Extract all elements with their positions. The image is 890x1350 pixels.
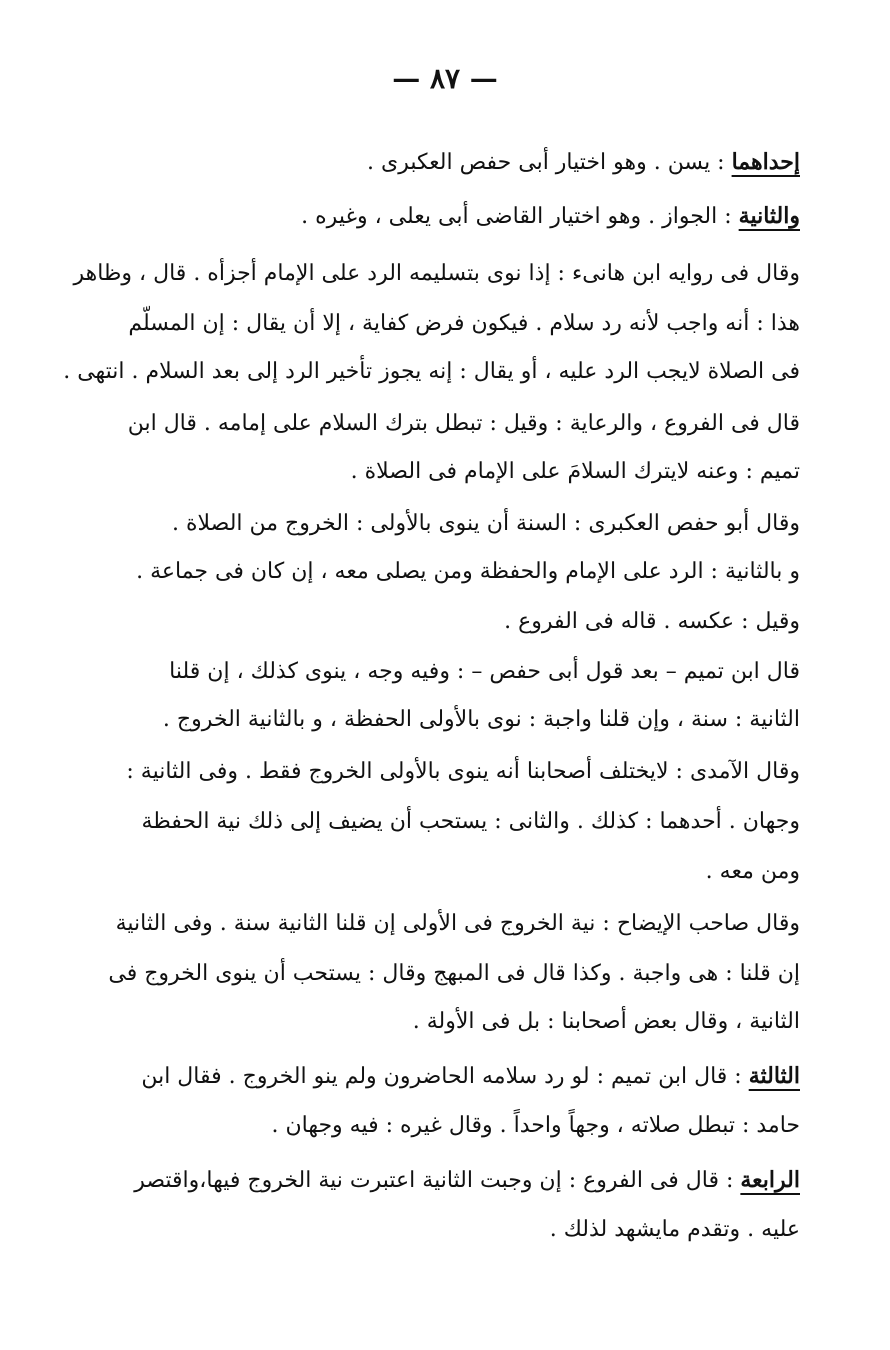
text-line: [138, 1106, 800, 1146]
text-line: [126, 752, 830, 792]
line-text: و بالثانية : الرد على الإمام والحفظة ومن يصلى معه ، إن كان فى جماعة .: [136, 559, 800, 584]
text-line: [138, 602, 830, 642]
line-text: : الجواز . وهو اختيار القاضى أبى يعلى ، وغيره .: [301, 204, 739, 229]
line-text: وقال صاحب الإيضاح : نية الخروج فى الأولى إن قلنا الثانية سنة . وفى الثانية: [115, 911, 800, 936]
text-line: [138, 652, 830, 692]
text-line: [138, 552, 800, 592]
line-text: وقال الآمدى : لايختلف أصحابنا أنه ينوى بالأولى الخروج فقط . وفى الثانية :: [126, 759, 800, 784]
line-text: قال فى الفروع ، والرعاية : وقيل : تبطل بترك السلام على إمامه . قال ابن: [127, 411, 800, 436]
line-text: وقيل : عكسه . قاله فى الفروع .: [504, 609, 800, 634]
line-text: إن قلنا : هى واجبة . وكذا قال فى المبهج وقال : يستحب أن ينوى الخروج فى: [108, 961, 800, 986]
text-line: [138, 700, 800, 740]
text-line: [138, 142, 830, 183]
text-line: [127, 404, 830, 444]
text-line: [108, 954, 800, 994]
text-line: [63, 352, 800, 392]
line-text: : قال فى الفروع : إن وجبت الثانية اعتبرت نية الخروج فيها،واقتصر: [134, 1168, 741, 1193]
line-text: عليه . وتقدم مايشهد لذلك .: [549, 1217, 800, 1242]
text-line: [138, 1210, 800, 1250]
line-text: هذا : أنه واجب لأنه رد سلام . فيكون فرض كفاية ، إلا أن يقال : إن المسلّم: [128, 311, 800, 336]
line-text: ومن معه .: [705, 859, 800, 884]
text-line: [138, 1002, 800, 1042]
text-line: [115, 904, 830, 944]
line-text: وجهان . أحدهما : كذلك . والثانى : يستحب أن يضيف إلى ذلك نية الحفظة: [141, 809, 800, 834]
line-text: وقال فى روايه ابن هانىء : إذا نوى بتسليمه الرد على الإمام أجزأه . قال ، وظاهر: [73, 261, 800, 286]
text-line: [138, 452, 800, 492]
text-line: [138, 802, 800, 842]
text-line: [134, 1160, 830, 1201]
line-lead: إحداهما: [731, 149, 800, 175]
text-line: [138, 852, 800, 892]
line-lead: الثالثة: [748, 1063, 800, 1089]
line-text: : قال ابن تميم : لو رد سلامه الحاضرون ولم ينو الخروج . فقال ابن: [141, 1064, 749, 1089]
line-lead: الرابعة: [740, 1167, 800, 1193]
text-line: [73, 254, 830, 294]
line-text: الثانية ، وقال بعض أصحابنا : بل فى الأولة .: [412, 1009, 800, 1034]
line-text: الثانية : سنة ، وإن قلنا واجبة : نوى بالأولى الحفظة ، و بالثانية الخروج .: [162, 707, 800, 732]
line-text: حامد : تبطل صلاته ، وجهاً واحداً . وقال غيره : فيه وجهان .: [271, 1113, 800, 1138]
text-line: [138, 196, 830, 237]
line-text: فى الصلاة لايجب الرد عليه ، أو يقال : إنه يجوز تأخير الرد إلى بعد السلام . انتهى .: [63, 359, 800, 384]
line-text: : يسن . وهو اختيار أبى حفص العكبرى .: [367, 150, 732, 175]
text-line: [128, 304, 800, 344]
line-text: قال ابن تميم – بعد قول أبى حفص – : وفيه وجه ، ينوى كذلك ، إن قلنا: [169, 659, 800, 684]
page-number: — ٨٧ —: [392, 62, 498, 95]
text-line: [138, 1056, 830, 1097]
line-text: تميم : وعنه لايترك السلامَ على الإمام فى الصلاة .: [350, 459, 800, 484]
line-lead: والثانية: [738, 203, 800, 229]
text-line: [138, 504, 830, 544]
line-text: وقال أبو حفص العكبرى : السنة أن ينوى بالأولى : الخروج من الصلاة .: [172, 511, 800, 536]
